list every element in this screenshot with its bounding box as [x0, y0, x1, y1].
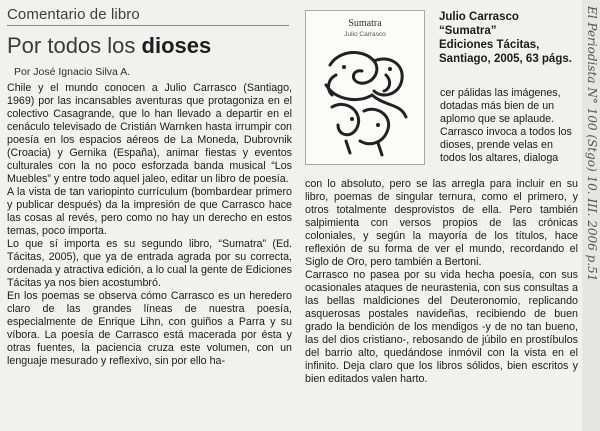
article-column-2 — [305, 178, 578, 431]
paragraph: En los poemas se observa cómo Carrasco es un heredero claro de las grandes líneas de nuestra poesía, especialmente de Enrique Lihn, con guiños a Parra y su víbora. La poesía de Carrasco está macerada por ésta y otras fuentes, la paciencia cruza este volumen, con un lenguaje mesurado y reflexivo, sin por ello ha- — [7, 290, 292, 367]
book-publisher: Ediciones Tácitas, — [439, 39, 540, 51]
paragraph: A la vista de tan variopinto currículum (bombardear primero y publicar después) da la impresión de que Carrasco hace las cosas al revés, pero como no hay un derecho en estos temas, poco importa. — [7, 186, 292, 237]
byline: Por José Ignacio Silva A. — [14, 66, 131, 78]
cover-illustration — [316, 45, 414, 157]
article-column-1 — [7, 82, 292, 431]
headline-light: Por todos los — [7, 33, 142, 58]
paragraph: Carrasco no pasea por su vida hecha poesía, con sus ocasionales ataques de neurastenia, con sus consultas a las bellas maldiciones del Deuteronomio, replicando asquerosas postales navideñas, recibiendo de buen grado la bendición de los mendigos -y de no tan bueno, las del dios cristiano-, rebosando de júbilo en prostíbulos del barrio alto, quedándose inmóvil con la vista en el infinito. Deja claro que los libros sólidos, bien escritos y bien editados valen harto. — [305, 269, 578, 385]
headline — [7, 33, 211, 59]
paragraph: cer pálidas las imágenes, dotadas más bien de un aplomo que se aplaude. — [440, 87, 561, 125]
section-divider — [7, 25, 289, 26]
cover-title: Sumatra — [348, 18, 382, 29]
book-author: Julio Carrasco — [439, 11, 519, 23]
book-info — [439, 10, 579, 66]
paragraph: Chile y el mundo conocen a Julio Carrasco (Santiago, 1969) por las incansables aventuras que protagoniza en el colectivo Casagrande, que lo han llevado a departir en el cenáculo televisado de Cristián Warnken hasta irrumpir con poesía en los espacios aéreos de La Moneda, Dubrovnik (Croacia) y Gernika (España), animar fiestas y eventos culturales con la no poco esforzada banda musical “Los Muebles” y entre todo aquel jaleo, editar un libro de poesía. — [7, 82, 292, 185]
book-place-year: Santiago, 2005, 63 págs. — [439, 53, 572, 65]
book-title: “Sumatra” — [439, 25, 497, 37]
paragraph: Carrasco invoca a todos los dioses, prende velas en todos los altares, dialoga — [440, 126, 572, 164]
cover-author: Julio Carrasco — [344, 31, 386, 38]
book-cover-image — [305, 10, 425, 165]
handwritten-citation: El Periodista N° 100 (Stgo) 10. III. 2006 p.51 — [585, 6, 599, 282]
headline-bold: dioses — [141, 33, 212, 58]
section-label: Comentario de libro — [7, 6, 140, 23]
paragraph: con lo absoluto, pero se las arregla para incluir en su libro, poemas de singular ternura, como el primero, y otros totalmente desprovistos de ella. Pero también salpimienta con versos propios de las crónicas coloniales, y según la mayoría de los títulos, hace reflexión de su forma de ver el mundo, recordando el Siglo de Oro, pero también a Bertoni. — [305, 178, 578, 268]
article-column-2-top — [440, 87, 578, 179]
paragraph: Lo que sí importa es su segundo libro, “Sumatra” (Ed. Tácitas, 2005), que ya de entrada agrada por su correcta, ordenada y atractiva edición, a lo cual la gente de Ediciones Tácitas ya nos bien acostumbró. — [7, 238, 292, 289]
